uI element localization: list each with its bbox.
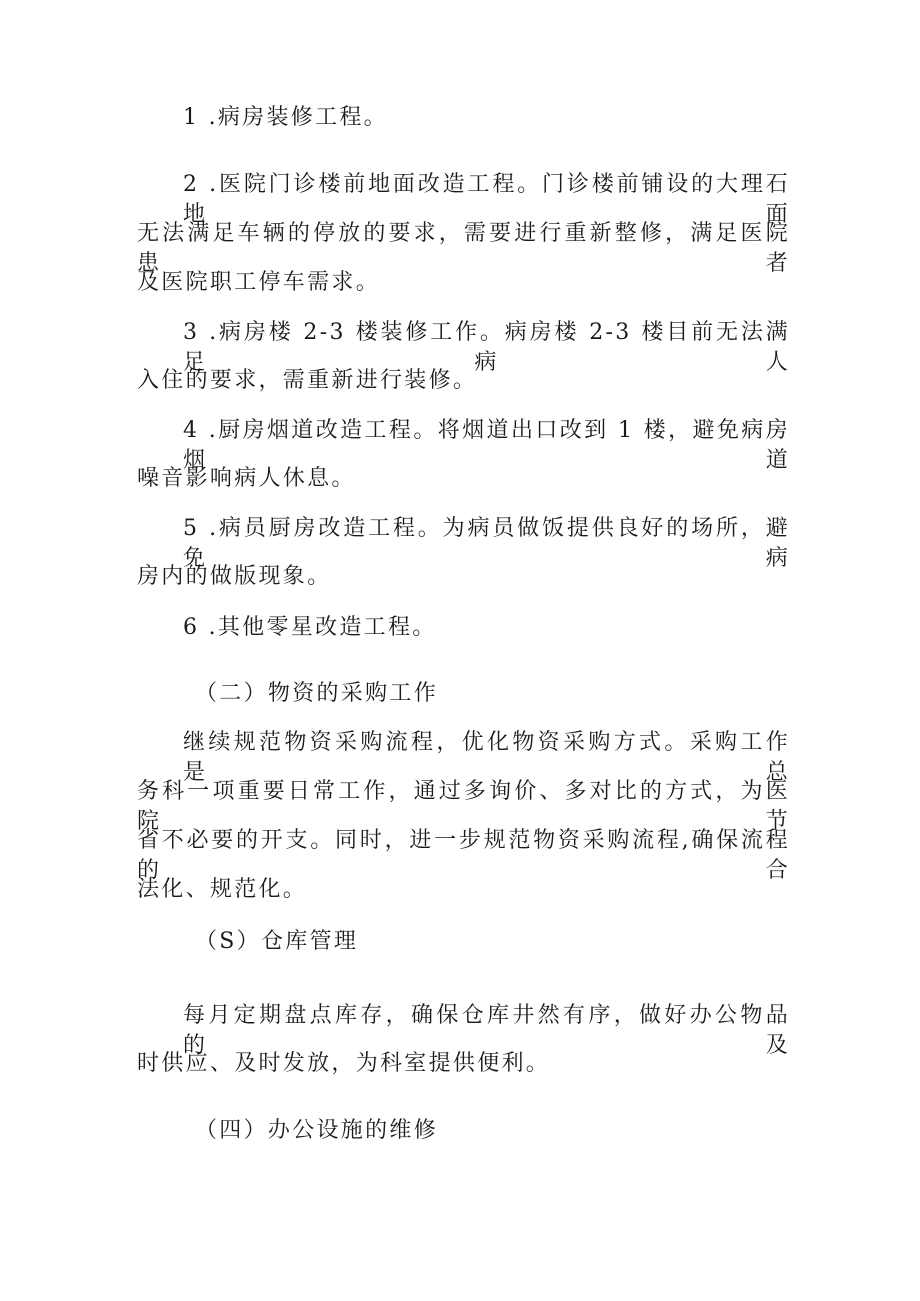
section-2-line-1: 继续规范物资采购流程，优化物资采购方式。采购工作是总 — [183, 730, 790, 785]
section-4-heading: （四）办公设施的维修 — [195, 1118, 439, 1143]
item-2-line-1: 2 .医院门诊楼前地面改造工程。门诊楼前铺设的大理石地面 — [183, 172, 790, 227]
item-4-line-2: 噪音影响病人休息。 — [137, 466, 356, 491]
section-3-line-1: 每月定期盘点库存，确保仓库井然有序，做好办公物品的及 — [183, 1003, 790, 1058]
item-2-line-3: 及医院职工停车需求。 — [137, 270, 381, 295]
section-2-heading: （二）物资的采购工作 — [195, 681, 439, 706]
section-2-line-4: 法化、规范化。 — [137, 877, 308, 902]
item-5-line-2: 房内的做版现象。 — [137, 564, 332, 589]
section-2-line-2: 务科一项重要日常工作，通过多询价、多对比的方式，为医院节 — [137, 779, 790, 834]
item-1: 1 .病房装修工程。 — [183, 105, 388, 130]
item-5-line-1: 5 .病员厨房改造工程。为病员做饭提供良好的场所，避免病 — [183, 516, 790, 571]
section-3-line-2: 时供应、及时发放，为科室提供便利。 — [137, 1051, 551, 1076]
item-3-line-2: 入住的要求，需重新进行装修。 — [137, 368, 478, 393]
item-3-line-1: 3 .病房楼 2-3 楼装修工作。病房楼 2-3 楼目前无法满足病人 — [183, 320, 790, 375]
item-6: 6 .其他零星改造工程。 — [183, 615, 437, 640]
section-2-line-3: 省不必要的开支。同时，进一步规范物资采购流程,确保流程的合 — [137, 828, 790, 883]
item-4-line-1: 4 .厨房烟道改造工程。将烟道出口改到 1 楼，避免病房烟道 — [183, 418, 790, 473]
item-2-line-2: 无法满足车辆的停放的要求，需要进行重新整修，满足医院患者 — [137, 221, 790, 276]
section-3-heading: （S）仓库管理 — [195, 929, 359, 954]
